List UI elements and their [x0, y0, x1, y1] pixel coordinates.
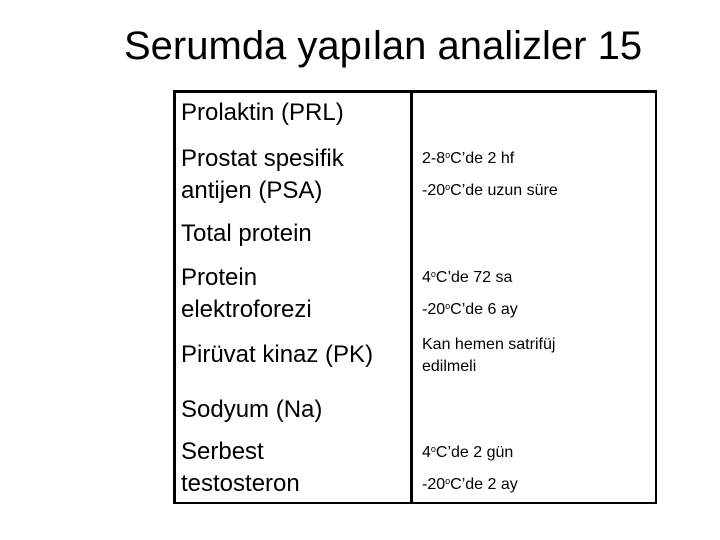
analyte-line: Total protein [181, 220, 312, 247]
analyte-line: Prolaktin (PRL) [181, 99, 344, 126]
analyte-total-protein [181, 218, 312, 250]
storage-line: 4$^o$C’de 72 sa [422, 269, 513, 286]
analyte-pyruvate-kinase [181, 339, 373, 371]
storage-note-free-testosterone [422, 437, 518, 501]
analyte-line: Sodyum (Na) [181, 396, 323, 423]
storage-note-psa [422, 143, 558, 207]
storage-line: 2-8$^o$C’de 2 hf [422, 150, 515, 167]
storage-line: Kan hemen satrifüj [422, 336, 556, 353]
storage-line: -20$^o$C’de 2 ay [422, 476, 518, 493]
storage-note-protein-electrophoresis [422, 262, 518, 326]
analyte-psa [181, 143, 344, 207]
analyte-sodium [181, 394, 322, 426]
analyte-line: Pirüvat kinaz (PK) [181, 341, 374, 368]
slide-title: Serumda yapılan analizler 15 [124, 24, 643, 68]
analyte-line: Protein [181, 264, 258, 291]
storage-line: 4$^o$C’de 2 gün [422, 444, 514, 461]
storage-note-pyruvate-kinase [422, 334, 555, 378]
storage-line: -20$^o$C’de uzun süre [422, 182, 558, 199]
analyte-line: testosteron [181, 470, 300, 497]
analyte-prolactin [181, 97, 344, 129]
analyte-line: Prostat spesifik [181, 145, 344, 172]
analyte-line: antijen (PSA) [181, 177, 323, 204]
analyte-protein-electrophoresis [181, 262, 312, 326]
analyte-line: Serbest [181, 438, 264, 465]
analyte-line: elektroforezi [181, 296, 312, 323]
storage-line: edilmeli [422, 358, 477, 375]
analyte-free-testosterone [181, 436, 300, 500]
storage-line: -20$^o$C’de 6 ay [422, 301, 518, 318]
column-divider [410, 90, 413, 504]
